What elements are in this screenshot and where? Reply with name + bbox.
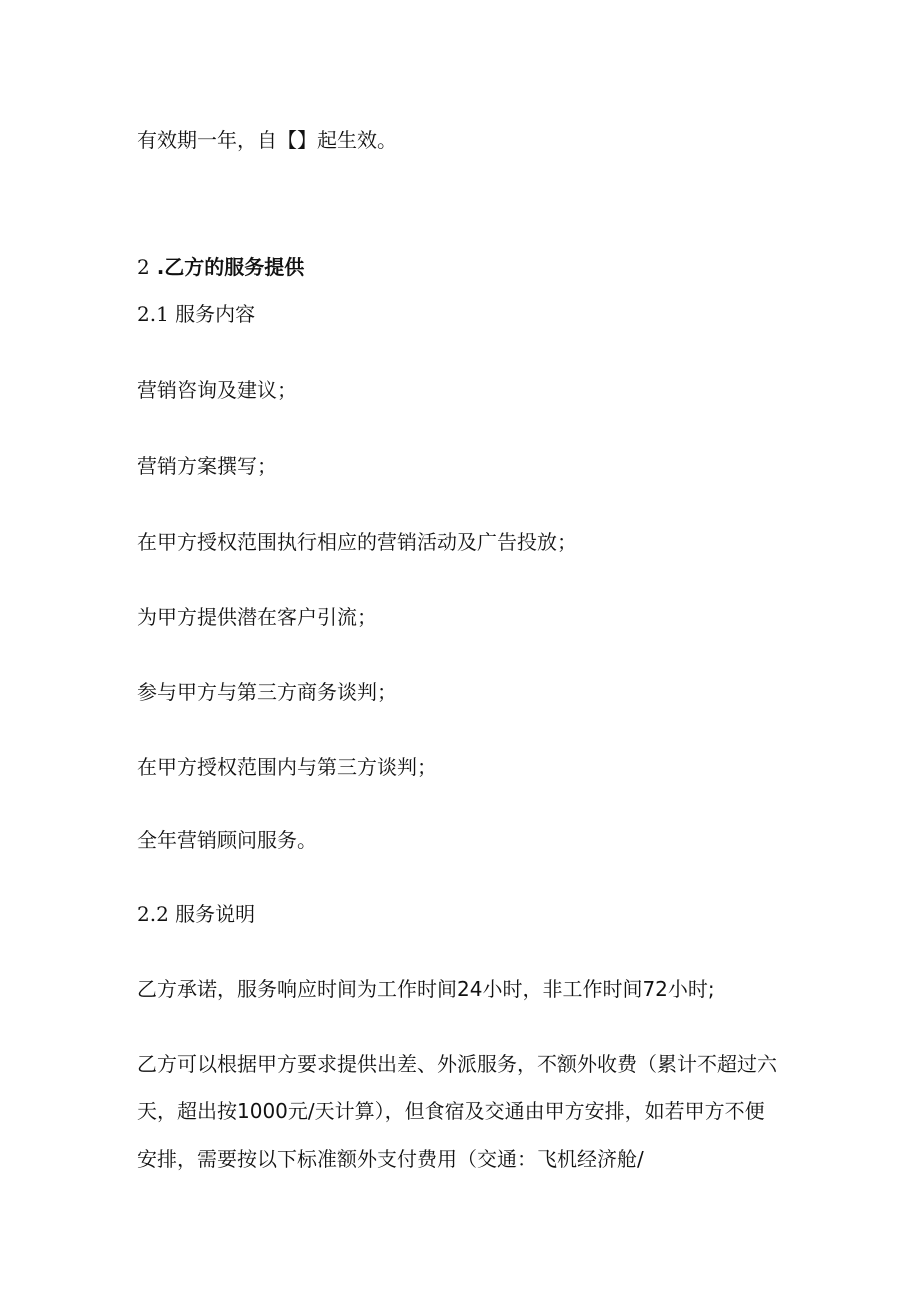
section-2-title: .乙方的服务提供 bbox=[156, 255, 305, 279]
service-item: 在甲方授权范围执行相应的营销活动及广告投放； bbox=[137, 530, 577, 554]
subsection-2-2-title: 服务说明 bbox=[175, 902, 256, 926]
subsection-2-1-number: 2.1 bbox=[137, 302, 169, 326]
response-time-paragraph: 乙方承诺，服务响应时间为工作时间24小时，非工作时间72小时; bbox=[137, 977, 715, 1001]
section-2-heading bbox=[137, 253, 797, 281]
service-item: 在甲方授权范围内与第三方谈判； bbox=[137, 755, 437, 779]
subsection-2-1-heading bbox=[137, 300, 797, 328]
service-item: 全年营销顾问服务。 bbox=[137, 828, 317, 852]
subsection-2-1-title: 服务内容 bbox=[175, 302, 256, 326]
service-item: 营销咨询及建议； bbox=[137, 378, 297, 402]
section-2-number: 2 bbox=[137, 255, 150, 279]
service-item: 营销方案撰写； bbox=[137, 454, 277, 478]
travel-paragraph-line: 天，超出按1000元/天计算），但食宿及交通由甲方安排，如若甲方不便 bbox=[137, 1099, 765, 1123]
service-item: 为甲方提供潜在客户引流； bbox=[137, 605, 377, 629]
validity-paragraph: 有效期一年，自【】起生效。 bbox=[137, 128, 397, 152]
travel-paragraph-line: 乙方可以根据甲方要求提供出差、外派服务，不额外收费（累计不超过六 bbox=[137, 1052, 777, 1076]
service-item: 参与甲方与第三方商务谈判； bbox=[137, 680, 397, 704]
travel-paragraph-line: 安排，需要按以下标准额外支付费用（交通：飞机经济舱/ bbox=[137, 1147, 644, 1171]
subsection-2-2-number: 2.2 bbox=[137, 902, 169, 926]
subsection-2-2-heading bbox=[137, 900, 797, 928]
